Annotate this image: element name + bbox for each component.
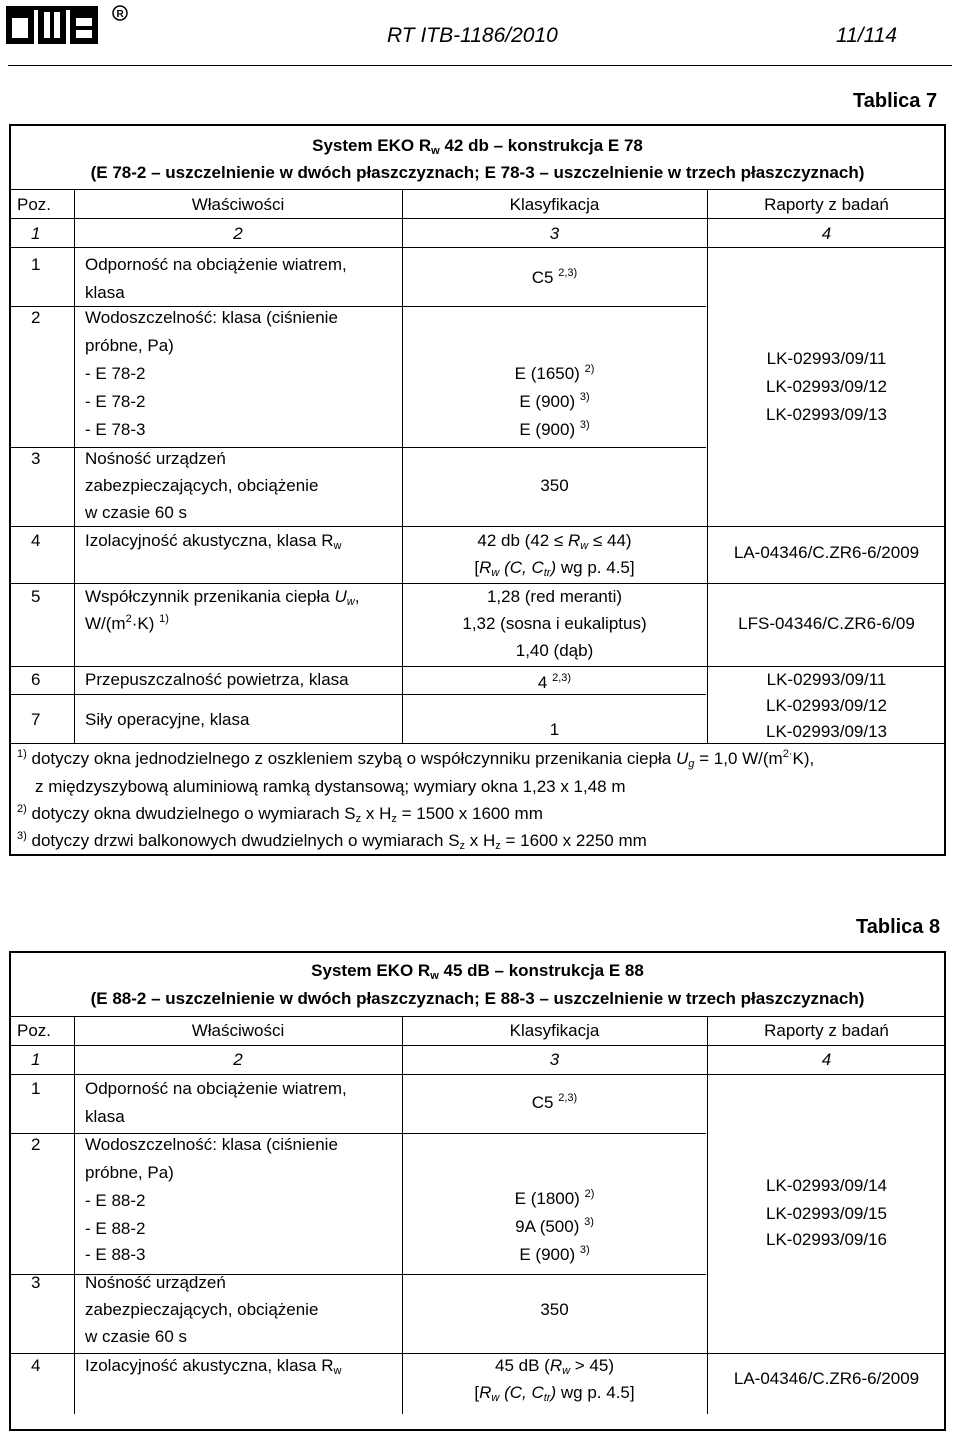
svg-text:R: R (116, 9, 124, 20)
table7-title-line1: System EKO $R_w$ 42 db – konstrukcja E 78 (312, 136, 643, 157)
report-id: LK-02993/09/13 (766, 405, 887, 424)
row-number: 2 (31, 1135, 41, 1154)
col-header-raporty: Raporty z badań (764, 195, 889, 214)
report-id: LK-02993/09/14 (766, 1176, 887, 1195)
report-id: LK-02993/09/11 (766, 670, 887, 689)
col-header-raporty: Raporty z badań (764, 1021, 889, 1040)
col-header-poz: Poz. (17, 195, 52, 214)
col-header-poz: Poz. (17, 1021, 52, 1040)
col-header-wlasciwosci: Właściwości (191, 1021, 285, 1040)
footnote-2: $^{2)}$ dotyczy okna dwudzielnego o wymiarach $S_z$ x $H_z = 1500$ x 1600 mm (17, 803, 543, 825)
row-number: 4 (31, 531, 41, 550)
property-label: Izolacyjność akustyczna, klasa $R_w$ (85, 1356, 342, 1377)
property-label: - E 88-3 (85, 1245, 146, 1264)
report-id: LK-02993/09/13 (766, 722, 887, 741)
page-number: 11/114 (836, 24, 898, 47)
row-number: 3 (31, 1273, 41, 1292)
classification-value: 45 dB $(R_w > 45)$ (495, 1356, 614, 1377)
table8-title-line2: (E 88-2 – uszczelnienie w dwóch płaszczyznach; E 88-3 – uszczelnienie w trzech płaszczyznach) (90, 989, 865, 1008)
property-label: - E 78-2 (85, 392, 146, 411)
header-rule (8, 65, 952, 66)
property-label: zabezpieczających, obciążenie (85, 1300, 319, 1319)
table8-label: Tablica 8 (856, 916, 941, 938)
classification-value: E (900) $^{3)}$ (519, 1244, 590, 1264)
col-num-3: 3 (549, 224, 560, 243)
col-header-klasyfikacja: Klasyfikacja (509, 1021, 600, 1040)
col-num-3: 3 (549, 1050, 560, 1069)
classification-value: C5 $^{2,3)}$ (531, 267, 578, 287)
row-number: 4 (31, 1356, 41, 1375)
row-number: 5 (31, 587, 41, 606)
col-header-klasyfikacja: Klasyfikacja (509, 195, 600, 214)
col-num-1: 1 (31, 224, 41, 243)
report-id: LFS-04346/C.ZR6-6/09 (738, 614, 915, 633)
table-8 (9, 951, 946, 1431)
property-label: Odporność na obciążenie wiatrem, (85, 1079, 347, 1098)
row-number: 6 (31, 670, 41, 689)
property-label: $W/(m^2\cdot K)$ $^{1)}$ (85, 613, 169, 633)
doc-title: RT ITB-1186/2010 (387, 24, 558, 47)
col-num-1: 1 (31, 1050, 41, 1069)
property-label: Nośność urządzeń (85, 449, 226, 468)
table7-title-line2: (E 78-2 – uszczelnienie w dwóch płaszczyznach; E 78-3 – uszczelnienie w trzech płaszczyznach) (90, 163, 865, 182)
footnote-1: $^{1)}$ dotyczy okna jednodzielnego z oszkleniem szybą o współczynniku przenikania ciepła $U_g = 1,0$ $W/(m^{2\cdot}K)$, (17, 748, 815, 770)
property-label: Siły operacyjne, klasa (85, 710, 250, 729)
col-num-4: 4 (821, 224, 832, 243)
classification-value: E (900) $^{3)}$ (519, 419, 590, 439)
row-number: 3 (31, 449, 41, 468)
property-label: - E 78-3 (85, 420, 146, 439)
col-header-wlasciwosci: Właściwości (191, 195, 285, 214)
row-number: 1 (31, 1079, 41, 1098)
classification-value: E (1800) $^{2)}$ (514, 1188, 595, 1208)
classification-value: E (900) $^{3)}$ (519, 391, 590, 411)
property-label: Odporność na obciążenie wiatrem, (85, 255, 347, 274)
report-id: LK-02993/09/16 (766, 1230, 887, 1249)
classification-value: 1,32 (sosna i eukaliptus) (462, 614, 647, 633)
row-number: 1 (31, 255, 41, 274)
property-label: w czasie 60 s (85, 1327, 188, 1346)
itb-logo (6, 4, 130, 53)
report-id: LK-02993/09/12 (766, 696, 887, 715)
classification-value: 1,28 (red meranti) (486, 587, 623, 606)
col-num-2: 2 (233, 224, 243, 243)
property-label: w czasie 60 s (85, 503, 188, 522)
classification-value: 4 $^{2,3)}$ (537, 672, 572, 692)
property-label: - E 88-2 (85, 1219, 146, 1238)
property-label: klasa (85, 1107, 125, 1126)
classification-value: 350 (540, 1300, 569, 1319)
property-label: Wodoszczelność: klasa (ciśnienie (85, 1135, 338, 1154)
property-label: klasa (85, 283, 125, 302)
col-num-2: 2 (233, 1050, 243, 1069)
classification-value: [$R_w$ (C, $C_{tr}$) wg p. 4.5] (474, 1383, 635, 1404)
property-label: - E 88-2 (85, 1191, 146, 1210)
col-num-4: 4 (821, 1050, 832, 1069)
footnote-1-line2: z międzyszybową aluminiową ramką dystansową; wymiary okna 1,23 x 1,48 m (35, 777, 626, 796)
report-id: LA-04346/C.ZR6-6/2009 (733, 543, 920, 562)
property-label: zabezpieczających, obciążenie (85, 476, 319, 495)
report-id: LK-02993/09/12 (766, 377, 887, 396)
property-label: Nośność urządzeń (85, 1273, 226, 1292)
property-label: Wodoszczelność: klasa (ciśnienie (85, 308, 338, 327)
report-id: LA-04346/C.ZR6-6/2009 (733, 1369, 920, 1388)
classification-value: C5 $^{2,3)}$ (531, 1092, 578, 1112)
property-label: Przepuszczalność powietrza, klasa (85, 670, 349, 689)
classification-value: E (1650) $^{2)}$ (514, 363, 595, 383)
property-label: Izolacyjność akustyczna, klasa $R_w$ (85, 531, 342, 552)
property-label: próbne, Pa) (85, 336, 174, 355)
classification-value: 9A (500) $^{3)}$ (515, 1216, 594, 1236)
footnote-3: $^{3)}$ dotyczy drzwi balkonowych dwudzielnych o wymiarach $S_z$ x $H_z = 1600$ x 2250 mm (17, 830, 647, 852)
classification-value: 42 db $(42 \le R_w \le 44)$ (477, 531, 632, 552)
classification-value: 1 (549, 720, 560, 739)
classification-value: 1,40 (dąb) (515, 641, 594, 660)
row-number: 7 (31, 710, 41, 729)
classification-value: [$R_w$ (C, $C_{tr}$) wg p. 4.5] (474, 558, 635, 579)
classification-value: 350 (540, 476, 569, 495)
row-number: 2 (31, 308, 41, 327)
table7-label: Tablica 7 (853, 90, 938, 112)
property-label: Współczynnik przenikania ciepła $U_w$, (85, 587, 360, 608)
report-id: LK-02993/09/15 (766, 1204, 887, 1223)
report-id: LK-02993/09/11 (766, 349, 887, 368)
property-label: - E 78-2 (85, 364, 146, 383)
table8-title-line1: System EKO $R_w$ 45 dB – konstrukcja E 88 (311, 961, 644, 982)
table-7 (9, 124, 946, 856)
property-label: próbne, Pa) (85, 1163, 174, 1182)
